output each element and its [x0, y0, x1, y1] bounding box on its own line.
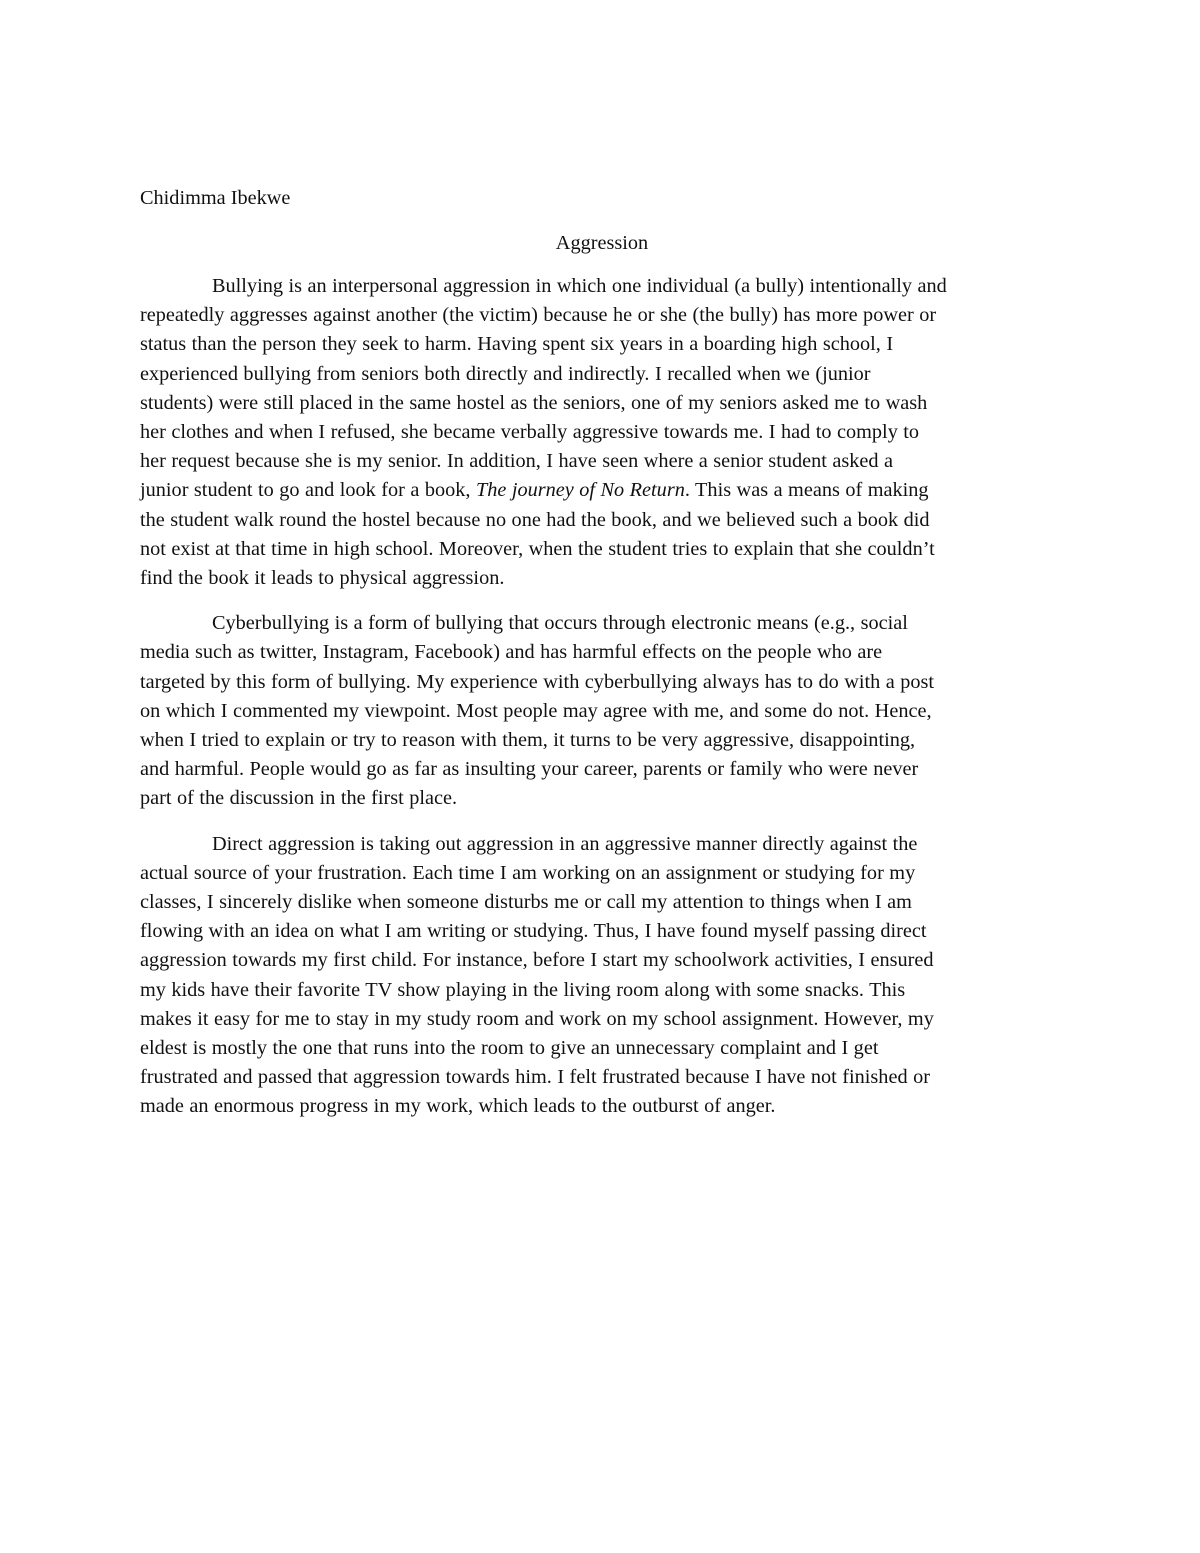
- paragraph-line: frustrated and passed that aggression towards him. I felt frustrated because I have not finished or: [140, 1066, 930, 1089]
- essay-title: Aggression: [555, 232, 649, 254]
- paragraph-line: not exist at that time in high school. Moreover, when the student tries to explain that she couldn’t: [140, 537, 935, 560]
- paragraph-line: status than the person they seek to harm. Having spent six years in a boarding high school, I: [140, 333, 894, 356]
- line-text-after-book: . This was a means of making: [684, 479, 929, 502]
- paragraph-line: find the book it leads to physical aggression.: [140, 567, 505, 590]
- paragraph-line: when I tried to explain or try to reason with them, it turns to be very aggressive, disappointing,: [140, 729, 916, 752]
- paragraph-line: flowing with an idea on what I am writing or studying. Thus, I have found myself passing direct: [140, 920, 927, 943]
- paragraph-line: made an enormous progress in my work, which leads to the outburst of anger.: [140, 1095, 776, 1118]
- paragraph-line: targeted by this form of bullying. My experience with cyberbullying always has to do with a post: [140, 670, 935, 693]
- paragraph-line: her clothes and when I refused, she became verbally aggressive towards me. I had to comply to: [140, 421, 920, 444]
- paragraph-direct-aggression: [140, 830, 1064, 1122]
- paragraph-line: aggression towards my first child. For instance, before I start my schoolwork activities, I ensured: [140, 949, 934, 972]
- paragraph-line: and harmful. People would go as far as insulting your career, parents or family who were never: [140, 758, 919, 781]
- paragraph-line: makes it easy for me to stay in my study room and work on my school assignment. However, my: [140, 1007, 934, 1030]
- paragraph-bullying: [140, 272, 1064, 593]
- paragraph-line: on which I commented my viewpoint. Most people may agree with me, and some do not. Hence,: [140, 699, 932, 722]
- paragraph-line: part of the discussion in the first place.: [140, 787, 458, 810]
- book-title: The journey of No Return: [475, 479, 685, 502]
- author-name: Chidimma Ibekwe: [140, 187, 291, 209]
- paragraph-line: her request because she is my senior. In addition, I have seen where a senior student asked a: [140, 450, 894, 473]
- paragraph-line: Cyberbullying is a form of bullying that occurs through electronic means (e.g., social: [212, 612, 908, 635]
- paragraph-line: media such as twitter, Instagram, Facebook) and has harmful effects on the people who are: [140, 641, 883, 664]
- paragraph-line: experienced bullying from seniors both directly and indirectly. I recalled when we (junior: [140, 362, 871, 385]
- paragraph-line: Direct aggression is taking out aggression in an aggressive manner directly against the: [212, 832, 918, 855]
- paragraph-line: eldest is mostly the one that runs into the room to give an unnecessary complaint and I get: [140, 1037, 879, 1060]
- paragraph-cyberbullying: [140, 609, 1064, 813]
- paragraph-line: Bullying is an interpersonal aggression in which one individual (a bully) intentionally and: [212, 275, 947, 297]
- paragraph-line: repeatedly aggresses against another (the victim) because he or she (the bully) has more power or: [140, 304, 937, 327]
- paragraph-line: classes, I sincerely dislike when someone disturbs me or call my attention to things when I am: [140, 891, 912, 914]
- document-body: [140, 182, 1064, 1138]
- paragraph-line: my kids have their favorite TV show playing in the living room along with some snacks. This: [140, 978, 906, 1001]
- line-text-before-book: junior student to go and look for a book,: [140, 479, 476, 502]
- paragraph-line-with-book-title: [140, 476, 1064, 505]
- paragraph-line: the student walk round the hostel because no one had the book, and we believed such a book did: [140, 508, 930, 531]
- paragraph-line: students) were still placed in the same hostel as the seniors, one of my seniors asked me to wash: [140, 391, 928, 414]
- paragraph-line: actual source of your frustration. Each time I am working on an assignment or studying for my: [140, 861, 916, 884]
